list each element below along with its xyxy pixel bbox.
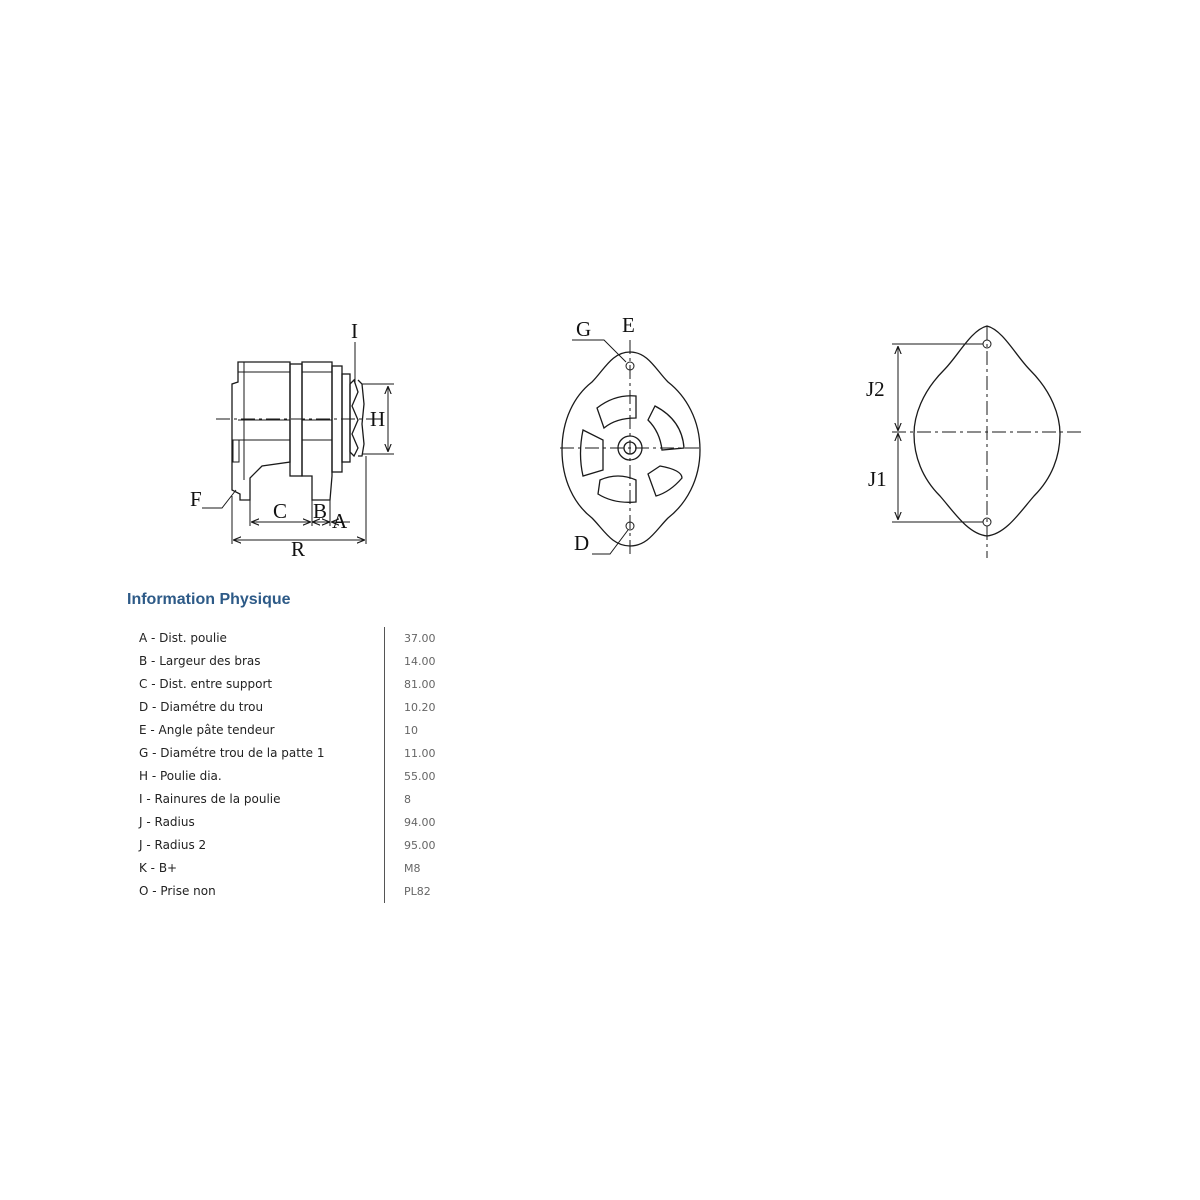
label-b: B (313, 499, 328, 523)
row-value: 8 (404, 793, 411, 806)
row-label: I - Rainures de la poulie (139, 792, 281, 806)
row-value: 10.20 (404, 701, 436, 714)
row-label: G - Diamétre trou de la patte 1 (139, 746, 325, 760)
table-row (139, 857, 459, 880)
table-row (139, 719, 459, 742)
table-row (139, 650, 459, 673)
row-value: 11.00 (404, 747, 436, 760)
spec-table (139, 627, 459, 903)
row-value: 10 (404, 724, 418, 737)
label-h: H (370, 407, 386, 431)
table-row (139, 765, 459, 788)
label-a: A (332, 509, 348, 533)
table-row (139, 788, 459, 811)
label-g: G (576, 317, 592, 341)
row-value: 37.00 (404, 632, 436, 645)
row-value: 94.00 (404, 816, 436, 829)
row-label: K - B+ (139, 861, 178, 875)
row-label: J - Radius 2 (139, 838, 207, 852)
table-row (139, 880, 459, 903)
row-value: 14.00 (404, 655, 436, 668)
label-d: D (574, 531, 590, 555)
section-title: Information Physique (127, 591, 291, 608)
row-label: C - Dist. entre support (139, 677, 273, 691)
table-row (139, 627, 459, 650)
row-label: A - Dist. poulie (139, 631, 227, 645)
row-value: M8 (404, 862, 421, 875)
label-c: C (273, 499, 288, 523)
label-j2: J2 (866, 377, 885, 401)
row-label: D - Diamétre du trou (139, 700, 264, 714)
table-row (139, 673, 459, 696)
table-row (139, 834, 459, 857)
row-value: 95.00 (404, 839, 436, 852)
side-view-drawing (190, 319, 394, 561)
row-label: J - Radius (139, 815, 195, 829)
row-value: 81.00 (404, 678, 436, 691)
row-value: PL82 (404, 885, 431, 898)
label-i: I (351, 319, 358, 343)
label-j1: J1 (868, 467, 887, 491)
label-r: R (291, 537, 306, 561)
table-row (139, 696, 459, 719)
front-view-drawing (560, 313, 702, 556)
table-row (139, 742, 459, 765)
row-label: E - Angle pâte tendeur (139, 723, 275, 737)
row-value: 55.00 (404, 770, 436, 783)
row-label: H - Poulie dia. (139, 769, 222, 783)
table-row (139, 811, 459, 834)
label-e: E (622, 313, 635, 337)
label-f: F (190, 487, 202, 511)
row-label: O - Prise non (139, 884, 216, 898)
rear-view-drawing (866, 326, 1082, 558)
row-label: B - Largeur des bras (139, 654, 261, 668)
